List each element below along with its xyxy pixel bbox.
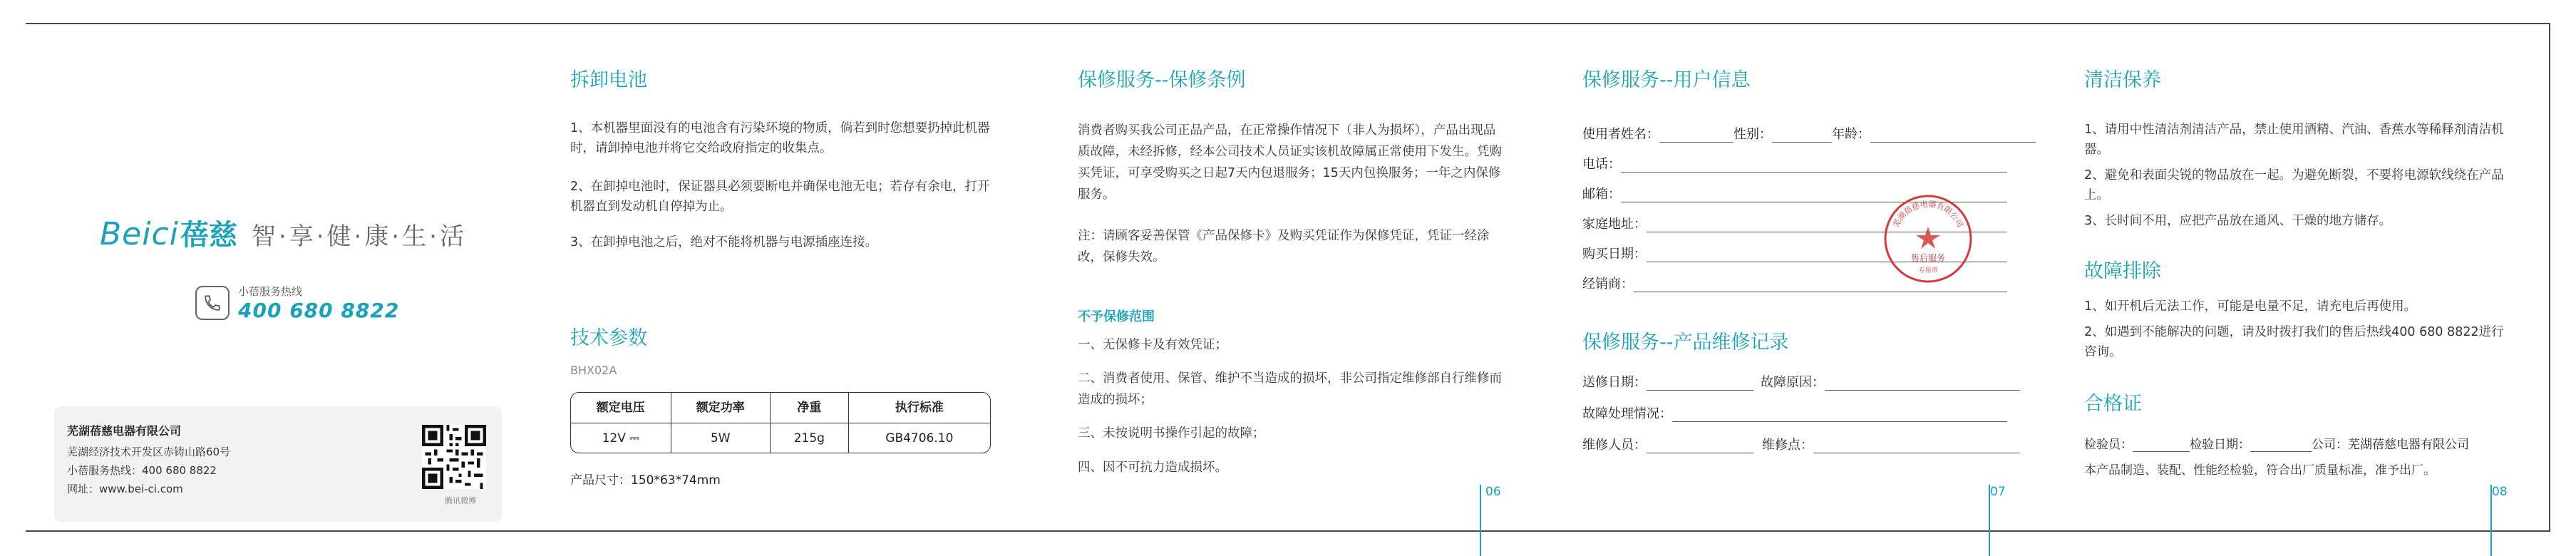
cleaning-item-2: 2、避免和表面尖锐的物品放在一起。为避免断裂，不要将电源软线绕在产品上。 <box>2084 168 2504 202</box>
page-number-07: 07 <box>1990 485 2006 499</box>
spec-header-standard: 执行标准 <box>848 393 990 423</box>
fault-handling-field[interactable] <box>1672 406 2007 422</box>
exclusion-item-3: 三、未按说明书操作引起的故障； <box>1078 426 1265 441</box>
logo-en: Beici <box>100 216 179 252</box>
page-cleaning-panel <box>2084 24 2540 529</box>
inspector-field[interactable] <box>2133 436 2190 452</box>
phone-icon <box>195 286 230 320</box>
repair-row-3 <box>1582 433 2020 453</box>
send-date-field[interactable] <box>1647 375 1753 391</box>
spec-table-row <box>571 423 990 453</box>
warranty-terms-title: 保修服务--保修条例 <box>1078 69 1246 91</box>
troubleshoot-title: 故障排除 <box>2084 260 2161 282</box>
repair-record-title: 保修服务--产品维修记录 <box>1582 331 1789 354</box>
page-number-06: 06 <box>1485 485 1501 499</box>
warranty-terms-body: 消费者购买我公司正品产品，在正常操作情况下（非人为损坏），产品出现品质故障，未经拆修，经本公司技术人员证实该机故障属正常使用下发生。凭购买凭证，可享受购买之日起7天内包退服务；15天内包换服务；一年之内保修服务。 <box>1078 123 1502 202</box>
fault-reason-label: 故障原因： <box>1761 375 1825 390</box>
qr-caption: 腾讯微博 <box>445 496 476 505</box>
age-label: 年龄： <box>1832 127 1870 142</box>
hotline-number: 400 680 8822 <box>238 299 400 322</box>
model-number: BHX02A <box>570 364 617 377</box>
fault-reason-field[interactable] <box>1825 375 2020 391</box>
repair-row-2 <box>1582 402 2007 422</box>
exclusion-item-2: 二、消费者使用、保管、维护不当造成的损坏，非公司指定维修部自行维修而造成的损坏； <box>1078 371 1502 407</box>
certificate-title: 合格证 <box>2084 393 2142 415</box>
send-date-label: 送修日期： <box>1582 375 1647 390</box>
inspect-date-field[interactable] <box>2250 436 2312 452</box>
spec-header-power: 额定功率 <box>671 393 771 423</box>
exclusion-item-4: 四、因不可抗力造成损坏。 <box>1078 460 1227 475</box>
brand-logo <box>100 212 467 253</box>
user-info-title: 保修服务--用户信息 <box>1582 69 1751 91</box>
repair-staff-label: 维修人员： <box>1582 438 1647 453</box>
repair-point-label: 维修点： <box>1762 438 1813 453</box>
age-field[interactable] <box>1870 127 2036 143</box>
cover-panel <box>26 24 525 529</box>
certificate-row <box>2084 432 2469 452</box>
exclusion-title: 不予保修范围 <box>1078 309 1155 324</box>
page-07-panel <box>1078 24 1534 529</box>
spec-value-voltage: 12V ⎓ <box>602 431 639 446</box>
spec-value-weight: 215g <box>770 423 848 453</box>
fault-handling-label: 故障处理情况： <box>1582 406 1672 421</box>
spec-table-header <box>571 393 990 423</box>
troubleshoot-item-2: 2、如遇到不能解决的问题，请及时拨打我们的售后热线400 680 8822进行咨询。 <box>2084 325 2504 359</box>
logo-cn: 蓓慈 <box>180 219 237 252</box>
name-label: 使用者姓名： <box>1582 127 1659 142</box>
stamp-bottom-text: 专用章 <box>1918 267 1938 274</box>
cleaning-item-3: 3、长时间不用，应把产品放在通风、干燥的地方储存。 <box>2084 214 2392 228</box>
phone-label: 电话： <box>1582 157 1621 172</box>
email-label: 邮箱： <box>1582 187 1621 202</box>
repair-staff-field[interactable] <box>1647 438 1753 453</box>
page-marker-08 <box>2490 485 2492 556</box>
spec-header-voltage: 额定电压 <box>596 401 645 415</box>
exclusion-item-1: 一、无保修卡及有效凭证； <box>1078 338 1227 352</box>
dealer-label: 经销商： <box>1582 277 1634 292</box>
cleaning-item-1: 1、请用中性清洁剂清洁产品，禁止使用酒精、汽油、香蕉水等稀释剂清洁机器。 <box>2084 123 2504 157</box>
battery-item-1: 1、本机器里面没有的电池含有污染环境的物质，倘若到时您想要扔掉此机器时，请卸掉电池并将它交给政府指定的收集点。 <box>570 121 990 155</box>
battery-item-2: 2、在卸掉电池时，保证器具必须要断电并确保电池无电；若存有余电，打开机器直到发动机自停掉为止。 <box>570 180 990 214</box>
company-label: 公司：芜湖蓓慈电器有限公司 <box>2312 438 2469 452</box>
product-size: 产品尺寸：150*63*74mm <box>570 473 721 488</box>
inspector-label: 检验员： <box>2084 438 2133 452</box>
qr-code-icon <box>422 425 486 489</box>
company-name: 芜湖蓓慈电器有限公司 <box>67 424 182 438</box>
stamp-center-text: 售后服务 <box>1910 253 1946 263</box>
certificate-text: 本产品制造、装配、性能经检验，符合出厂质量标准，准予出厂。 <box>2084 463 2436 478</box>
gender-field[interactable] <box>1772 127 1832 143</box>
spec-table <box>570 392 991 453</box>
hotline-block <box>195 284 399 322</box>
spec-title: 技术参数 <box>570 327 647 349</box>
user-info-row-1 <box>1582 123 2036 143</box>
after-sales-stamp-icon <box>1882 192 1974 285</box>
inspect-date-label: 检验日期： <box>2190 438 2250 452</box>
name-field[interactable] <box>1659 127 1733 143</box>
repair-point-field[interactable] <box>1813 438 2020 453</box>
warranty-terms-note: 注：请顾客妥善保管《产品保修卡》及购买凭证作为保修凭证，凭证一经涂改，保修失效。 <box>1078 229 1490 264</box>
phone-row <box>1582 153 2007 173</box>
company-card <box>54 406 502 522</box>
repair-row-1 <box>1582 371 2020 391</box>
troubleshoot-item-1: 1、如开机后无法工作，可能是电量不足，请充电后再使用。 <box>2084 299 2417 314</box>
gender-label: 性别： <box>1733 127 1772 142</box>
battery-title: 拆卸电池 <box>570 69 647 91</box>
address-label: 家庭地址： <box>1582 217 1647 232</box>
battery-item-3: 3、在卸掉电池之后，绝对不能将机器与电源插座连接。 <box>570 235 878 249</box>
purchase-date-label: 购买日期： <box>1582 247 1647 262</box>
stamp-company-text: 芜湖蓓慈电器有限公司 <box>1891 199 1965 229</box>
cleaning-title: 清洁保养 <box>2084 69 2161 91</box>
phone-field[interactable] <box>1621 157 2007 173</box>
spec-header-weight: 净重 <box>770 393 848 423</box>
frame-right-line <box>2549 23 2550 532</box>
spec-value-standard: GB4706.10 <box>848 423 990 453</box>
page-user-info-panel <box>1582 24 2039 529</box>
page-number-08: 08 <box>2492 485 2508 499</box>
spec-value-power: 5W <box>671 423 771 453</box>
hotline-label: 小蓓服务热线 <box>238 285 303 298</box>
company-address: 芜湖经济技术开发区赤铸山路60号 <box>67 446 231 458</box>
company-hotline: 小蓓服务热线：400 680 8822 <box>67 464 217 477</box>
company-website: 网址：www.bei-ci.com <box>67 483 183 495</box>
frame-bottom-line <box>26 530 2550 532</box>
brand-slogan: 智·享·健·康·生·活 <box>251 222 467 251</box>
